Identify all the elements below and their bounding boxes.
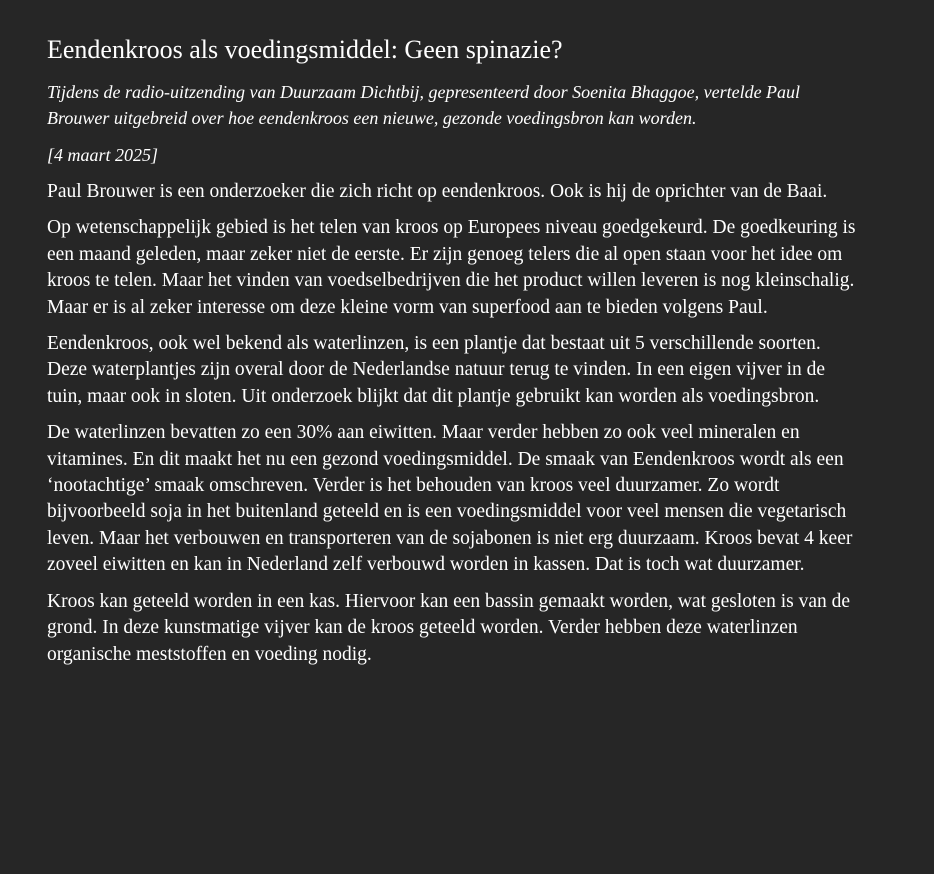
article-intro: Tijdens de radio-uitzending van Duurzaam Dichtbij, gepresenteerd door Soenita Bhaggoe, vertelde Paul Brouwer uitgebreid over hoe eendenkroos een nieuwe, gezonde voedingsbron kan worden.: [47, 82, 801, 128]
article-paragraph: De waterlinzen bevatten zo een 30% aan eiwitten. Maar verder hebben zo ook veel mineralen en vitamines. En dit maakt het nu een gezond voedingsmiddel. De smaak van Eendenkroos wordt als een ‘nootachtige’ smaak omschreven. Verder is het behouden van kroos veel duurzamer. Zo wordt bijvoorbeeld soja in het buitenland geteeld en is een voedingsmiddel voor veel mensen die vegetarisch leven. Maar het verbouwen en transporteren van de sojabonen is niet erg duurzaam. Kroos bevat 4 keer zoveel eiwitten en kan in Nederland zelf verbouwd worden in kassen. Dat is toch wat duurzamer.: [47, 422, 853, 576]
article-title: Eendenkroos als voedingsmiddel: Geen spinazie?: [47, 35, 563, 64]
article-paragraph: Kroos kan geteeld worden in een kas. Hiervoor kan een bassin gemaakt worden, wat gesloten is van de grond. In deze kunstmatige vijver kan de kroos geteeld worden. Verder hebben deze waterlinzen organische meststoffen en voeding nodig.: [47, 590, 851, 665]
article-paragraph: Paul Brouwer is een onderzoeker die zich richt op eendenkroos. Ook is hij de oprichter van de Baai.: [47, 181, 828, 202]
article: [47, 30, 862, 678]
article-paragraph: Eendenkroos, ook wel bekend als waterlinzen, is een plantje dat bestaat uit 5 verschillende soorten. Deze waterplantjes zijn overal door de Nederlandse natuur terug te vinden. In een eigen vijver in de tuin, maar ook in sloten. Uit onderzoek blijkt dat dit plantje gebruikt kan worden als voedingsbron.: [47, 333, 826, 407]
article-date: [4 maart 2025]: [47, 145, 159, 165]
article-paragraph: Op wetenschappelijk gebied is het telen van kroos op Europees niveau goedgekeurd. De goedkeuring is een maand geleden, maar zeker niet de eerste. Er zijn genoeg telers die al open staan voor het idee om kroos te telen. Maar het vinden van voedselbedrijven die het product willen leveren is nog kleinschalig. Maar er is al zeker interesse om deze kleine vorm van superfood aan te bieden volgens Paul.: [47, 217, 856, 318]
